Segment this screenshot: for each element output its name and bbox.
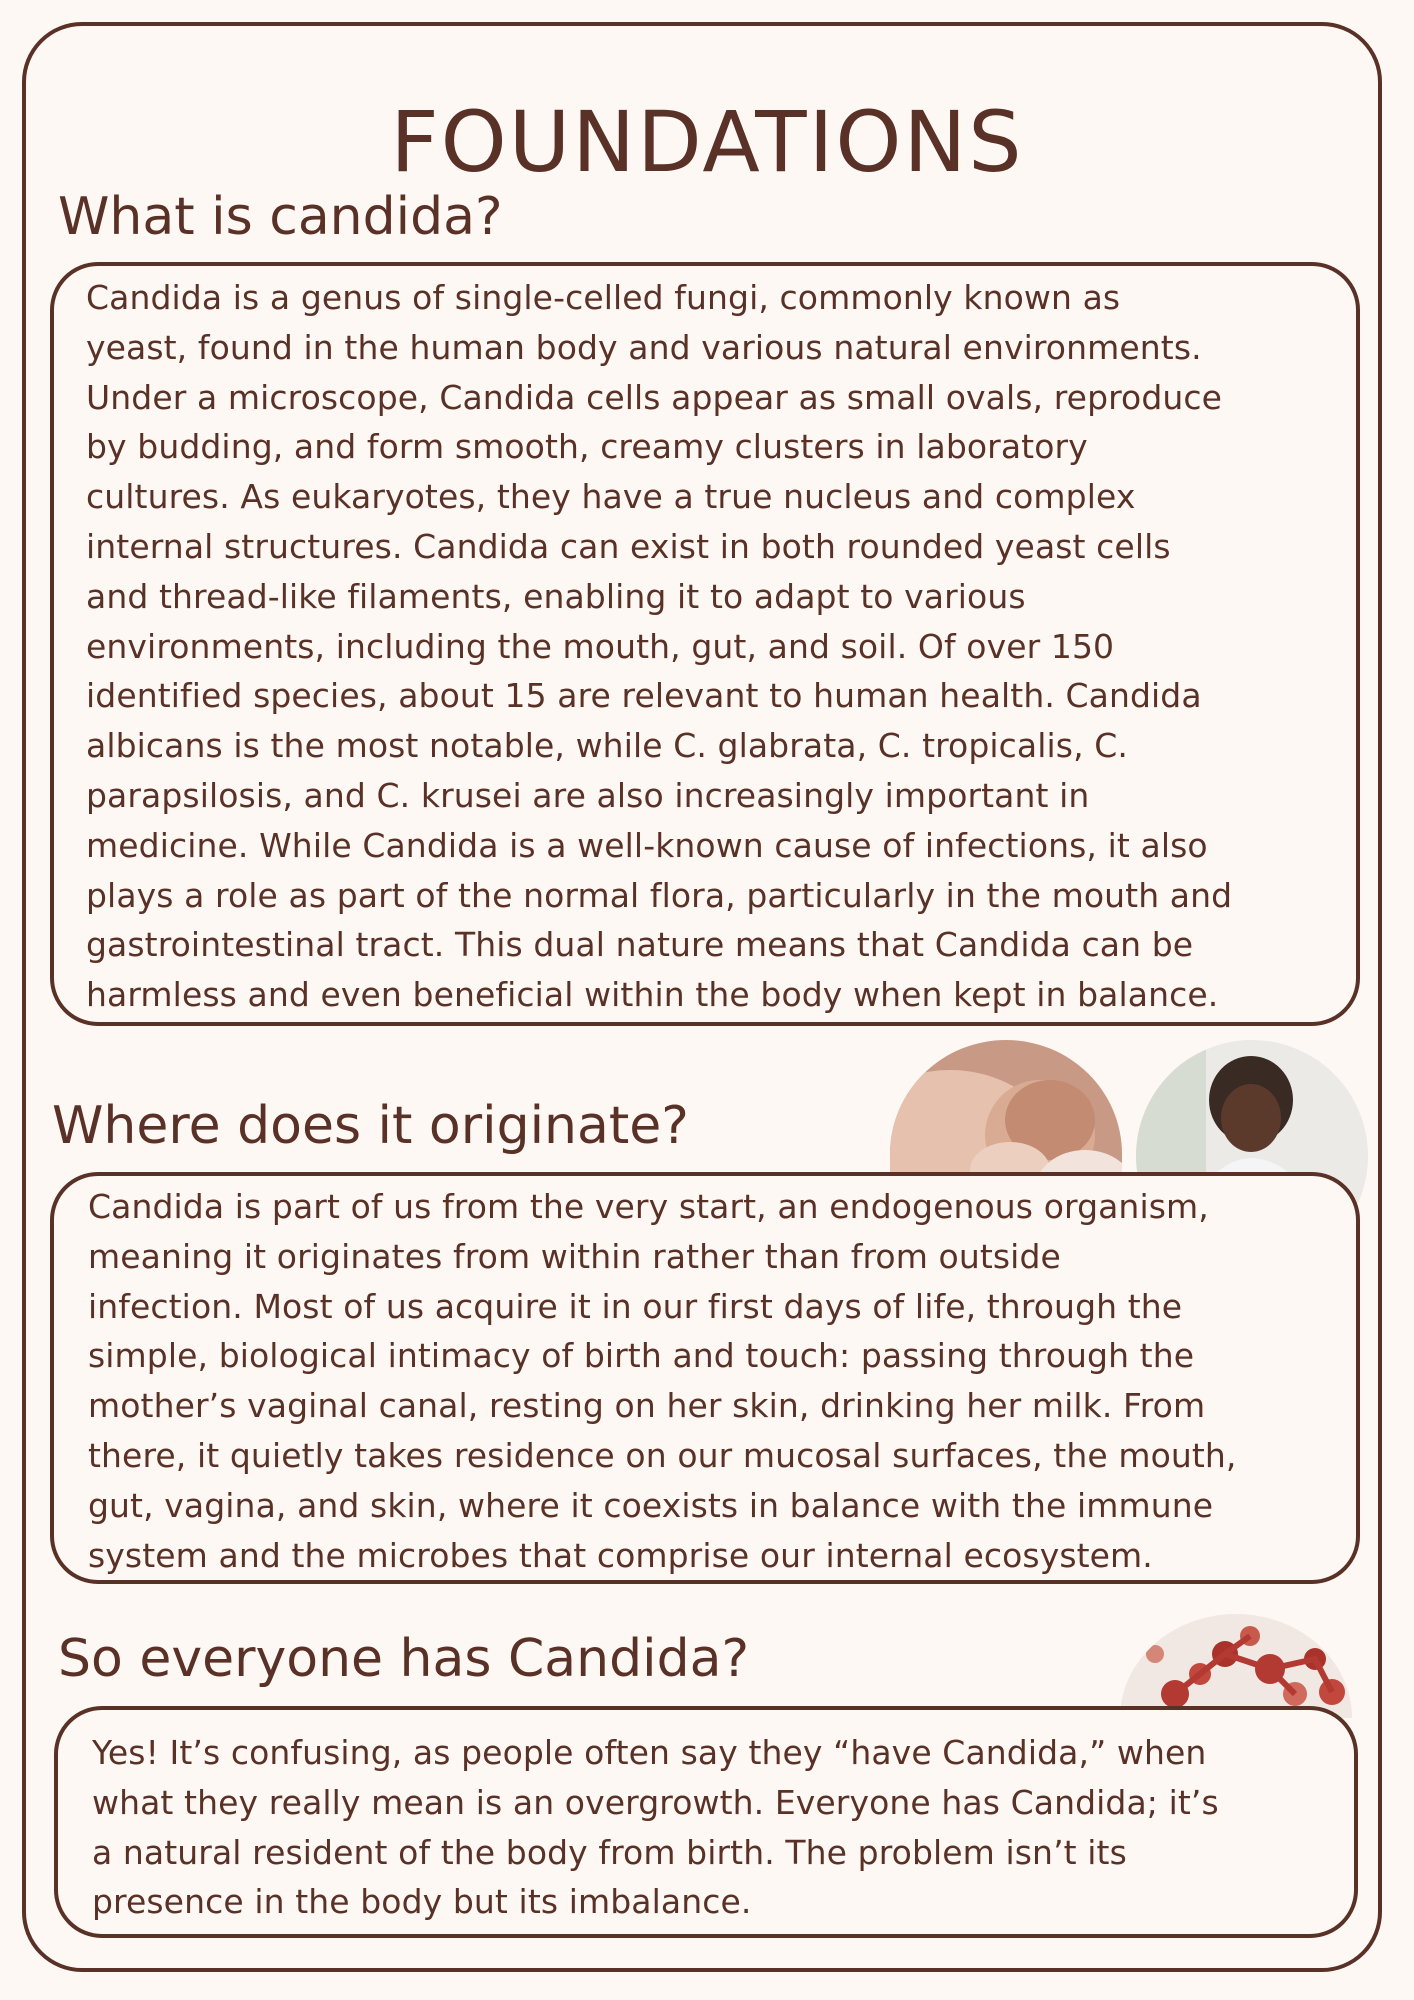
text-line: plays a role as part of the normal flora, particularly in the mouth and <box>86 875 1233 915</box>
text-line: presence in the body but its imbalance. <box>92 1882 752 1922</box>
text-line: system and the microbes that comprise our internal ecosystem. <box>88 1535 1153 1575</box>
text-line: there, it quietly takes residence on our mucosal surfaces, the mouth, <box>88 1435 1237 1475</box>
text-line: gastrointestinal tract. This dual nature means that Candida can be <box>86 925 1194 965</box>
text-line: internal structures. Candida can exist in both rounded yeast cells <box>86 526 1171 566</box>
text-line: identified species, about 15 are relevant to human health. Candida <box>86 676 1202 716</box>
text-line: Yes! It’s confusing, as people often say they “have Candida,” when <box>92 1733 1207 1772</box>
text-line: harmless and even beneficial within the body when kept in balance. <box>86 975 1219 1015</box>
text-line: gut, vagina, and skin, where it coexists in balance with the immune <box>88 1485 1214 1525</box>
text-line: and thread-like filaments, enabling it to adapt to various <box>86 576 1026 616</box>
text-line: mother’s vaginal canal, resting on her skin, drinking her milk. From <box>88 1386 1206 1426</box>
section-heading-what-is-candida: What is candida? <box>58 187 503 247</box>
text-line: medicine. While Candida is a well-known cause of infections, it also <box>86 825 1208 865</box>
section-text-what-is-candida <box>86 273 1336 1020</box>
section-box-where-does-it-originate <box>50 1172 1360 1584</box>
section-text-so-everyone-has-candida <box>92 1728 1334 1927</box>
text-line: Candida is part of us from the very start, an endogenous organism, <box>88 1187 1209 1226</box>
text-line: meaning it originates from within rather than from outside <box>88 1236 1061 1276</box>
text-line: Under a microscope, Candida cells appear as small ovals, reproduce <box>86 377 1223 417</box>
section-box-so-everyone-has-candida <box>54 1706 1358 1938</box>
text-line: albicans is the most notable, while C. glabrata, C. tropicalis, C. <box>86 726 1128 766</box>
text-line: what they really mean is an overgrowth. Everyone has Candida; it’s <box>92 1782 1219 1822</box>
text-line: simple, biological intimacy of birth and touch: passing through the <box>88 1336 1195 1376</box>
text-line: by budding, and form smooth, creamy clusters in laboratory <box>86 427 1088 467</box>
text-line: environments, including the mouth, gut, and soil. Of over 150 <box>86 626 1115 666</box>
text-line: yeast, found in the human body and various natural environments. <box>86 327 1202 367</box>
page-title: FOUNDATIONS <box>390 93 1024 191</box>
text-line: Candida is a genus of single-celled fungi, commonly known as <box>86 278 1121 317</box>
text-line: cultures. As eukaryotes, they have a true nucleus and complex <box>86 477 1136 517</box>
text-line: parapsilosis, and C. krusei are also increasingly important in <box>86 775 1090 815</box>
section-heading-so-everyone-has-candida: So everyone has Candida? <box>58 1629 750 1689</box>
text-line: a natural resident of the body from birth. The problem isn’t its <box>92 1832 1127 1872</box>
text-line: infection. Most of us acquire it in our first days of life, through the <box>88 1286 1183 1326</box>
section-heading-where-does-it-originate: Where does it originate? <box>52 1096 689 1156</box>
section-text-where-does-it-originate <box>88 1182 1336 1580</box>
section-box-what-is-candida <box>50 262 1360 1026</box>
